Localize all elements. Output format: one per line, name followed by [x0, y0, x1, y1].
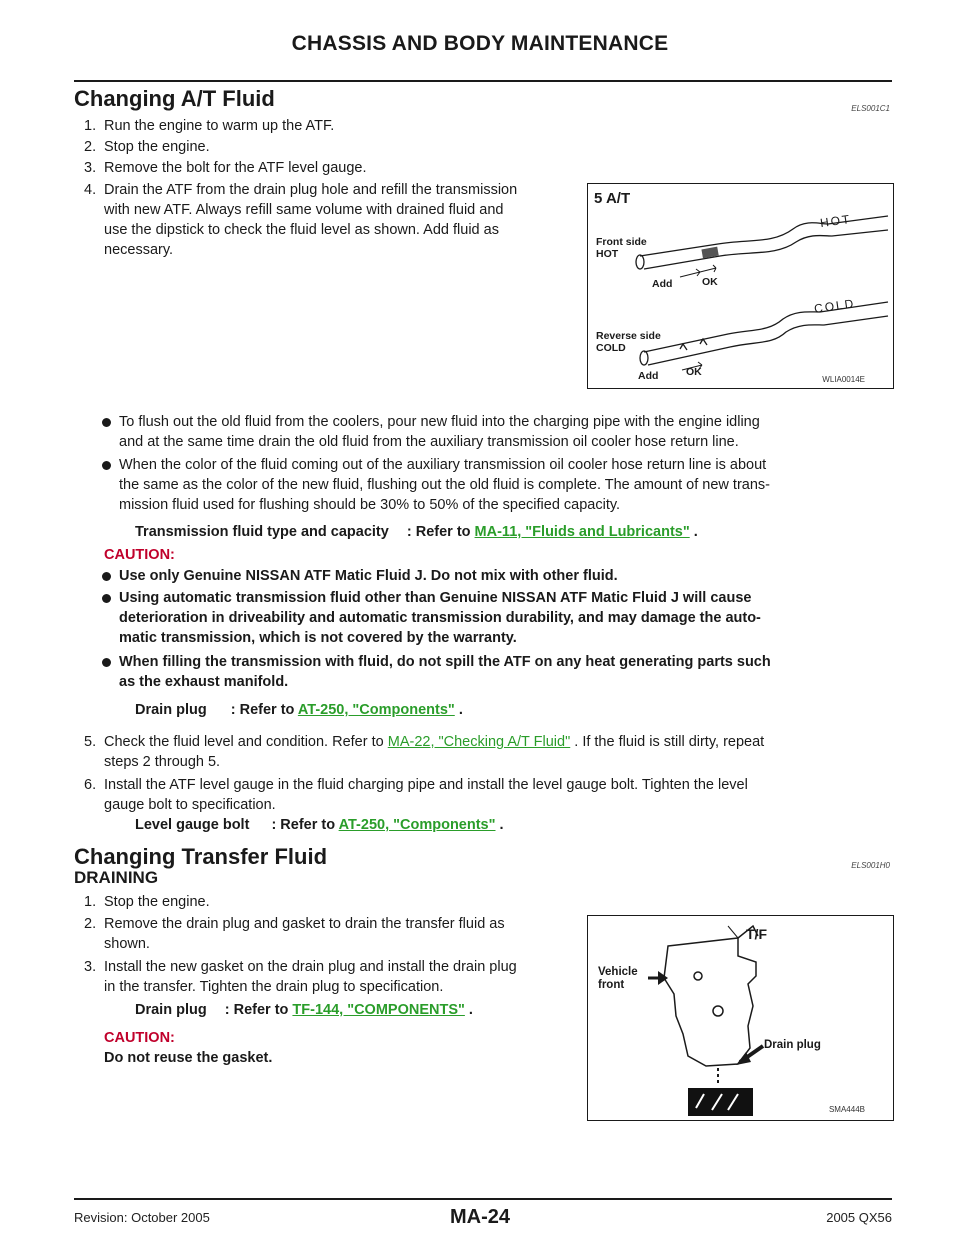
caution-line: When filling the transmission with fluid, do not spill the ATF on any heat generating parts such — [119, 654, 771, 670]
step-line: in the transfer. Tighten the drain plug to specification. — [104, 979, 444, 995]
caution-line: matic transmission, which is not covered by the warranty. — [119, 630, 517, 646]
hot-marking: HOT — [819, 211, 853, 231]
reverse-side-label — [596, 330, 661, 354]
bullet-line: When the color of the fluid coming out of the auxiliary transmission oil cooler hose return line is about — [119, 457, 767, 473]
step-num: 5. — [84, 734, 97, 750]
step-6-line1: Install the ATF level gauge in the fluid charging pipe and install the level gauge bolt. Tighten the level — [104, 777, 748, 793]
step-num: 1. — [84, 894, 97, 910]
step-line: shown. — [104, 936, 150, 952]
step-num: 3. — [84, 160, 97, 176]
caution-bullet-genuine — [102, 566, 892, 586]
caution-label-atf: CAUTION: — [104, 547, 175, 563]
link-tf144-components[interactable]: TF-144, "COMPONENTS" — [292, 1002, 465, 1018]
step-4-line: Drain the ATF from the drain plug hole and refill the transmission — [104, 182, 518, 198]
step-num: 1. — [84, 118, 97, 134]
bullet-line: the same as the color of the new fluid, flushing out the old fluid is complete. The amount of new trans- — [119, 477, 770, 493]
ref-prefix: : Refer to — [406, 524, 471, 540]
ref-prefix: : Refer to — [271, 817, 336, 833]
step-4-line: use the dipstick to check the fluid level as shown. Add fluid as — [104, 222, 499, 238]
ref-drain-plug-atf — [135, 702, 463, 718]
caution-line: deterioration in driveability and automatic transmission durability, and may damage the auto- — [119, 610, 761, 626]
step-num: 2. — [84, 139, 97, 155]
transfer-illustration — [588, 916, 893, 1120]
ref-label: Transmission fluid type and capacity — [135, 524, 389, 540]
section-title-atf: Changing A/T Fluid — [74, 86, 275, 111]
cold-marking: COLD — [813, 296, 857, 316]
front-line: front — [598, 979, 625, 991]
ref-level-gauge-bolt — [135, 817, 504, 833]
step-text: Run the engine to warm up the ATF. — [104, 118, 335, 134]
ref-suffix: . — [458, 702, 463, 718]
figure-code: WLIA0014E — [822, 375, 865, 384]
bullet-dot-icon — [102, 658, 111, 667]
ref-fluid-capacity — [135, 524, 698, 540]
step-line: Remove the drain plug and gasket to drain the transfer fluid as — [104, 916, 505, 932]
figure-title-5at: 5 A/T — [594, 190, 631, 207]
figure-dipstick — [587, 183, 894, 389]
footer-rule — [74, 1198, 892, 1200]
link-at250-components[interactable]: AT-250, "Components" — [297, 702, 455, 718]
caution-text-gasket: Do not reuse the gasket. — [104, 1050, 273, 1066]
step-3 — [84, 158, 367, 178]
subsection-draining: DRAINING — [74, 868, 159, 887]
step-6-line2: gauge bolt to specification. — [104, 797, 276, 813]
step-4-line: necessary. — [104, 242, 174, 258]
vehicle-line: Vehicle — [598, 966, 638, 978]
figure-code: SMA444B — [828, 1105, 865, 1114]
caution-line: Use only Genuine NISSAN ATF Matic Fluid J. Do not mix with other fluid. — [119, 568, 618, 584]
caution-line: Using automatic transmission fluid other than Genuine NISSAN ATF Matic Fluid J will cause — [119, 590, 752, 606]
step-4 — [84, 180, 579, 260]
drain-pan — [688, 1088, 753, 1116]
step-6 — [84, 775, 892, 815]
step-4-line: with new ATF. Always refill same volume with drained fluid and — [104, 202, 504, 218]
ref-prefix: : Refer to — [230, 702, 295, 718]
caution-bullet-other-fluid — [102, 588, 892, 648]
step-5-line2: steps 2 through 5. — [104, 754, 221, 770]
step-text: Stop the engine. — [104, 139, 210, 155]
transfer-step-3 — [84, 957, 579, 997]
footer-model: 2005 QX56 — [826, 1210, 892, 1225]
step-num: 4. — [84, 182, 97, 198]
bullet-dot-icon — [102, 461, 111, 470]
caution-label-transfer: CAUTION: — [104, 1030, 175, 1046]
step-2 — [84, 137, 210, 157]
front-hot-line: HOT — [596, 248, 619, 260]
reverse-cold-line: COLD — [596, 342, 626, 354]
tf-label: T/F — [746, 926, 767, 942]
header-rule — [74, 80, 892, 82]
step-5-post: . If the fluid is still dirty, repeat — [574, 734, 765, 750]
bullet-dot-icon — [102, 572, 111, 581]
bullet-line: To flush out the old fluid from the coolers, pour new fluid into the charging pipe with the engine idling — [119, 414, 760, 430]
section-code-transfer: ELS001H0 — [851, 861, 890, 870]
vehicle-front-label — [598, 966, 638, 992]
ref-drain-plug-transfer — [135, 1002, 473, 1018]
ref-label: Drain plug — [135, 1002, 207, 1018]
bullet-flush — [102, 412, 892, 452]
step-5-pre: Check the fluid level and condition. Refer to — [104, 734, 384, 750]
ok-label-front: OK — [702, 276, 718, 288]
step-5-line1 — [104, 732, 892, 752]
caution-line: as the exhaust manifold. — [119, 674, 289, 690]
ref-suffix: . — [468, 1002, 473, 1018]
front-side-line: Front side — [596, 236, 647, 248]
link-at250-components-2[interactable]: AT-250, "Components" — [338, 817, 496, 833]
transfer-step-2 — [84, 914, 579, 954]
front-side-label — [596, 236, 647, 260]
ref-suffix: . — [499, 817, 504, 833]
footer-revision: Revision: October 2005 — [74, 1210, 210, 1225]
link-checking-at-fluid[interactable]: MA-22, "Checking A/T Fluid" — [387, 734, 571, 750]
step-num: 6. — [84, 777, 97, 793]
page-number: MA-24 — [449, 1206, 510, 1228]
add-label-reverse: Add — [638, 370, 659, 382]
transfer-step-1 — [84, 892, 210, 912]
ref-suffix: . — [693, 524, 698, 540]
bullet-line: mission fluid used for flushing should be 30% to 50% of the specified capacity. — [119, 497, 621, 513]
ref-label: Level gauge bolt — [135, 817, 250, 833]
section-title-transfer: Changing Transfer Fluid — [74, 844, 328, 869]
step-num: 3. — [84, 959, 97, 975]
bullet-color — [102, 455, 892, 515]
transfer-case-outline — [664, 926, 758, 1066]
reverse-dipstick-shape — [640, 302, 888, 365]
figure-transfer-drain — [587, 915, 894, 1121]
step-text: Stop the engine. — [104, 894, 210, 910]
link-fluids-lubricants[interactable]: MA-11, "Fluids and Lubricants" — [474, 524, 690, 540]
step-num: 2. — [84, 916, 97, 932]
add-label-front: Add — [652, 278, 673, 290]
ref-prefix: : Refer to — [224, 1002, 289, 1018]
drain-plug-label: Drain plug — [764, 1039, 821, 1051]
step-text: Remove the bolt for the ATF level gauge. — [104, 160, 367, 176]
step-5 — [84, 732, 892, 772]
ref-label: Drain plug — [135, 702, 207, 718]
caution-bullet-spill — [102, 652, 892, 692]
section-code-atf: ELS001C1 — [851, 104, 890, 113]
page-header-title: CHASSIS AND BODY MAINTENANCE — [291, 32, 669, 55]
ok-label-reverse: OK — [686, 366, 702, 378]
step-line: Install the new gasket on the drain plug and install the drain plug — [104, 959, 517, 975]
bullet-line: and at the same time drain the old fluid from the auxiliary transmission oil cooler hose return line. — [119, 434, 739, 450]
bullet-dot-icon — [102, 594, 111, 603]
bullet-dot-icon — [102, 418, 111, 427]
step-1 — [84, 116, 334, 136]
reverse-side-line: Reverse side — [596, 330, 661, 342]
